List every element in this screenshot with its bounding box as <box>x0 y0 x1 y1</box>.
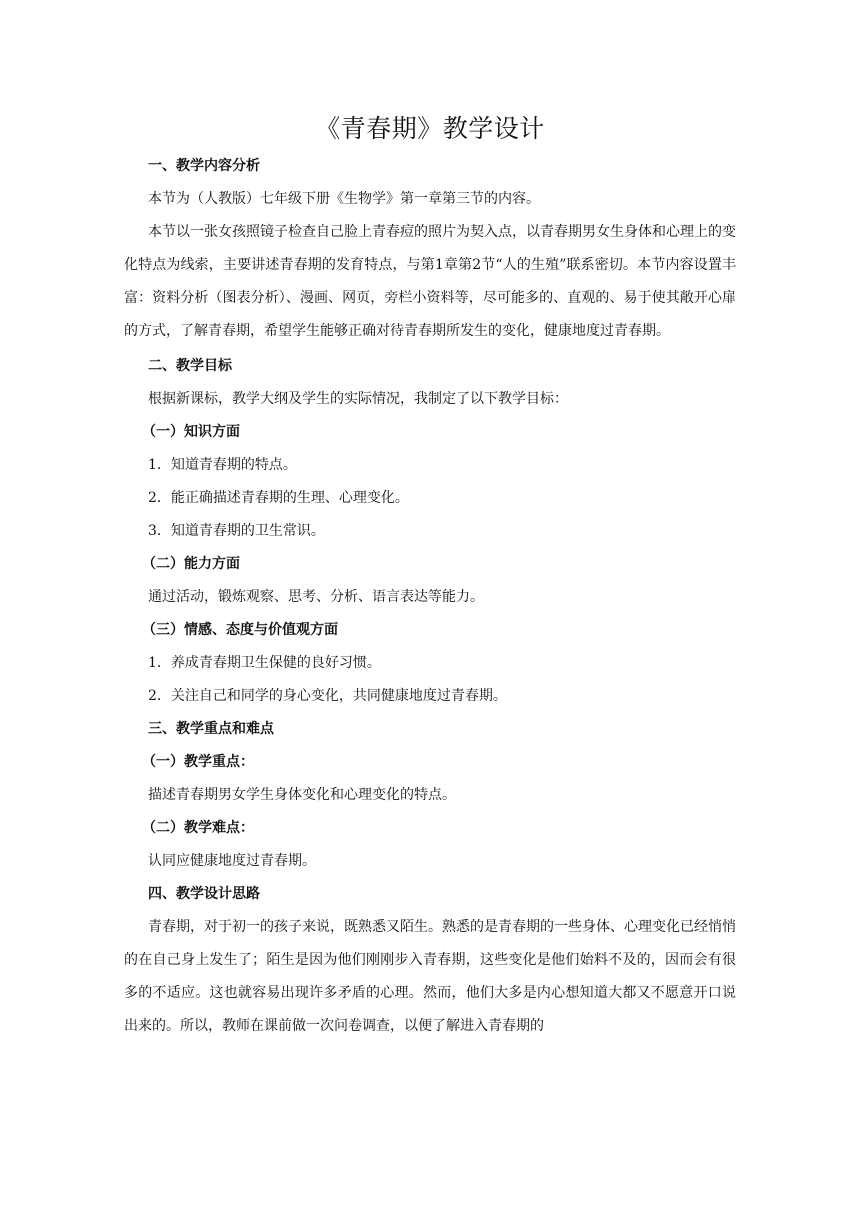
paragraph-design-thinking: 青春期，对于初一的孩子来说，既熟悉又陌生。熟悉的是青春期的一些身体、心理变化已经悄悄的在自己身上发生了；陌生是因为他们刚刚步入青春期，这些变化是他们始料不及的，因而会有很多的不适应。这也就容易出现许多矛盾的心理。然而，他们大多是内心想知道大都又不愿意开口说出来的。所以，教师在课前做一次问卷调查，以便了解进入青春期的 <box>124 919 736 1034</box>
section-heading-design-thinking: 四、教学设计思路 <box>148 886 260 902</box>
subheading-emotion-values: （三）情感、态度与价值观方面 <box>142 622 338 638</box>
subheading-ability: （二）能力方面 <box>142 556 240 572</box>
paragraph-content-source: 本节为（人教版）七年级下册《生物学》第一章第三节的内容。 <box>148 191 540 207</box>
list-item-emotion-1: 1．养成青春期卫生保健的良好习惯。 <box>148 655 381 671</box>
list-item-knowledge-1: 1．知道青春期的特点。 <box>148 457 297 473</box>
list-item-knowledge-2: 2．能正确描述青春期的生理、心理变化。 <box>148 490 409 506</box>
section-heading-teaching-goals: 二、教学目标 <box>148 358 232 374</box>
document-title: 《青春期》教学设计 <box>315 114 545 143</box>
list-item-emotion-2: 2．关注自己和同学的身心变化，共同健康地度过青春期。 <box>148 688 507 704</box>
subheading-difficult-points: （二）教学难点： <box>142 820 254 836</box>
paragraph-goals-intro: 根据新课标，教学大纲及学生的实际情况，我制定了以下教学目标： <box>148 391 568 407</box>
subheading-key-points: （一）教学重点： <box>142 754 254 770</box>
document-body <box>124 112 736 1043</box>
paragraph-content-description: 本节以一张女孩照镜子检查自己脸上青春痘的照片为契入点，以青春期男女生身体和心理上的变化特点为线索，主要讲述青春期的发育特点，与第1章第2节“人的生殖”联系密切。本节内容设置丰富：资料分析（图表分析）、漫画、网页，旁栏小资料等，尽可能多的、直观的、易于使其敞开心扉的方式，了解青春期，希望学生能够正确对待青春期所发生的变化，健康地度过青春期。 <box>124 224 736 339</box>
paragraph-ability: 通过活动，锻炼观察、思考、分析、语言表达等能力。 <box>148 589 484 605</box>
paragraph-key-points: 描述青春期男女学生身体变化和心理变化的特点。 <box>148 787 456 803</box>
paragraph-difficult-points: 认同应健康地度过青春期。 <box>148 853 316 869</box>
list-item-knowledge-3: 3．知道青春期的卫生常识。 <box>148 523 325 539</box>
section-heading-content-analysis: 一、教学内容分析 <box>148 158 260 174</box>
subheading-knowledge: （一）知识方面 <box>142 424 240 440</box>
section-heading-key-difficult-points: 三、教学重点和难点 <box>148 721 274 737</box>
